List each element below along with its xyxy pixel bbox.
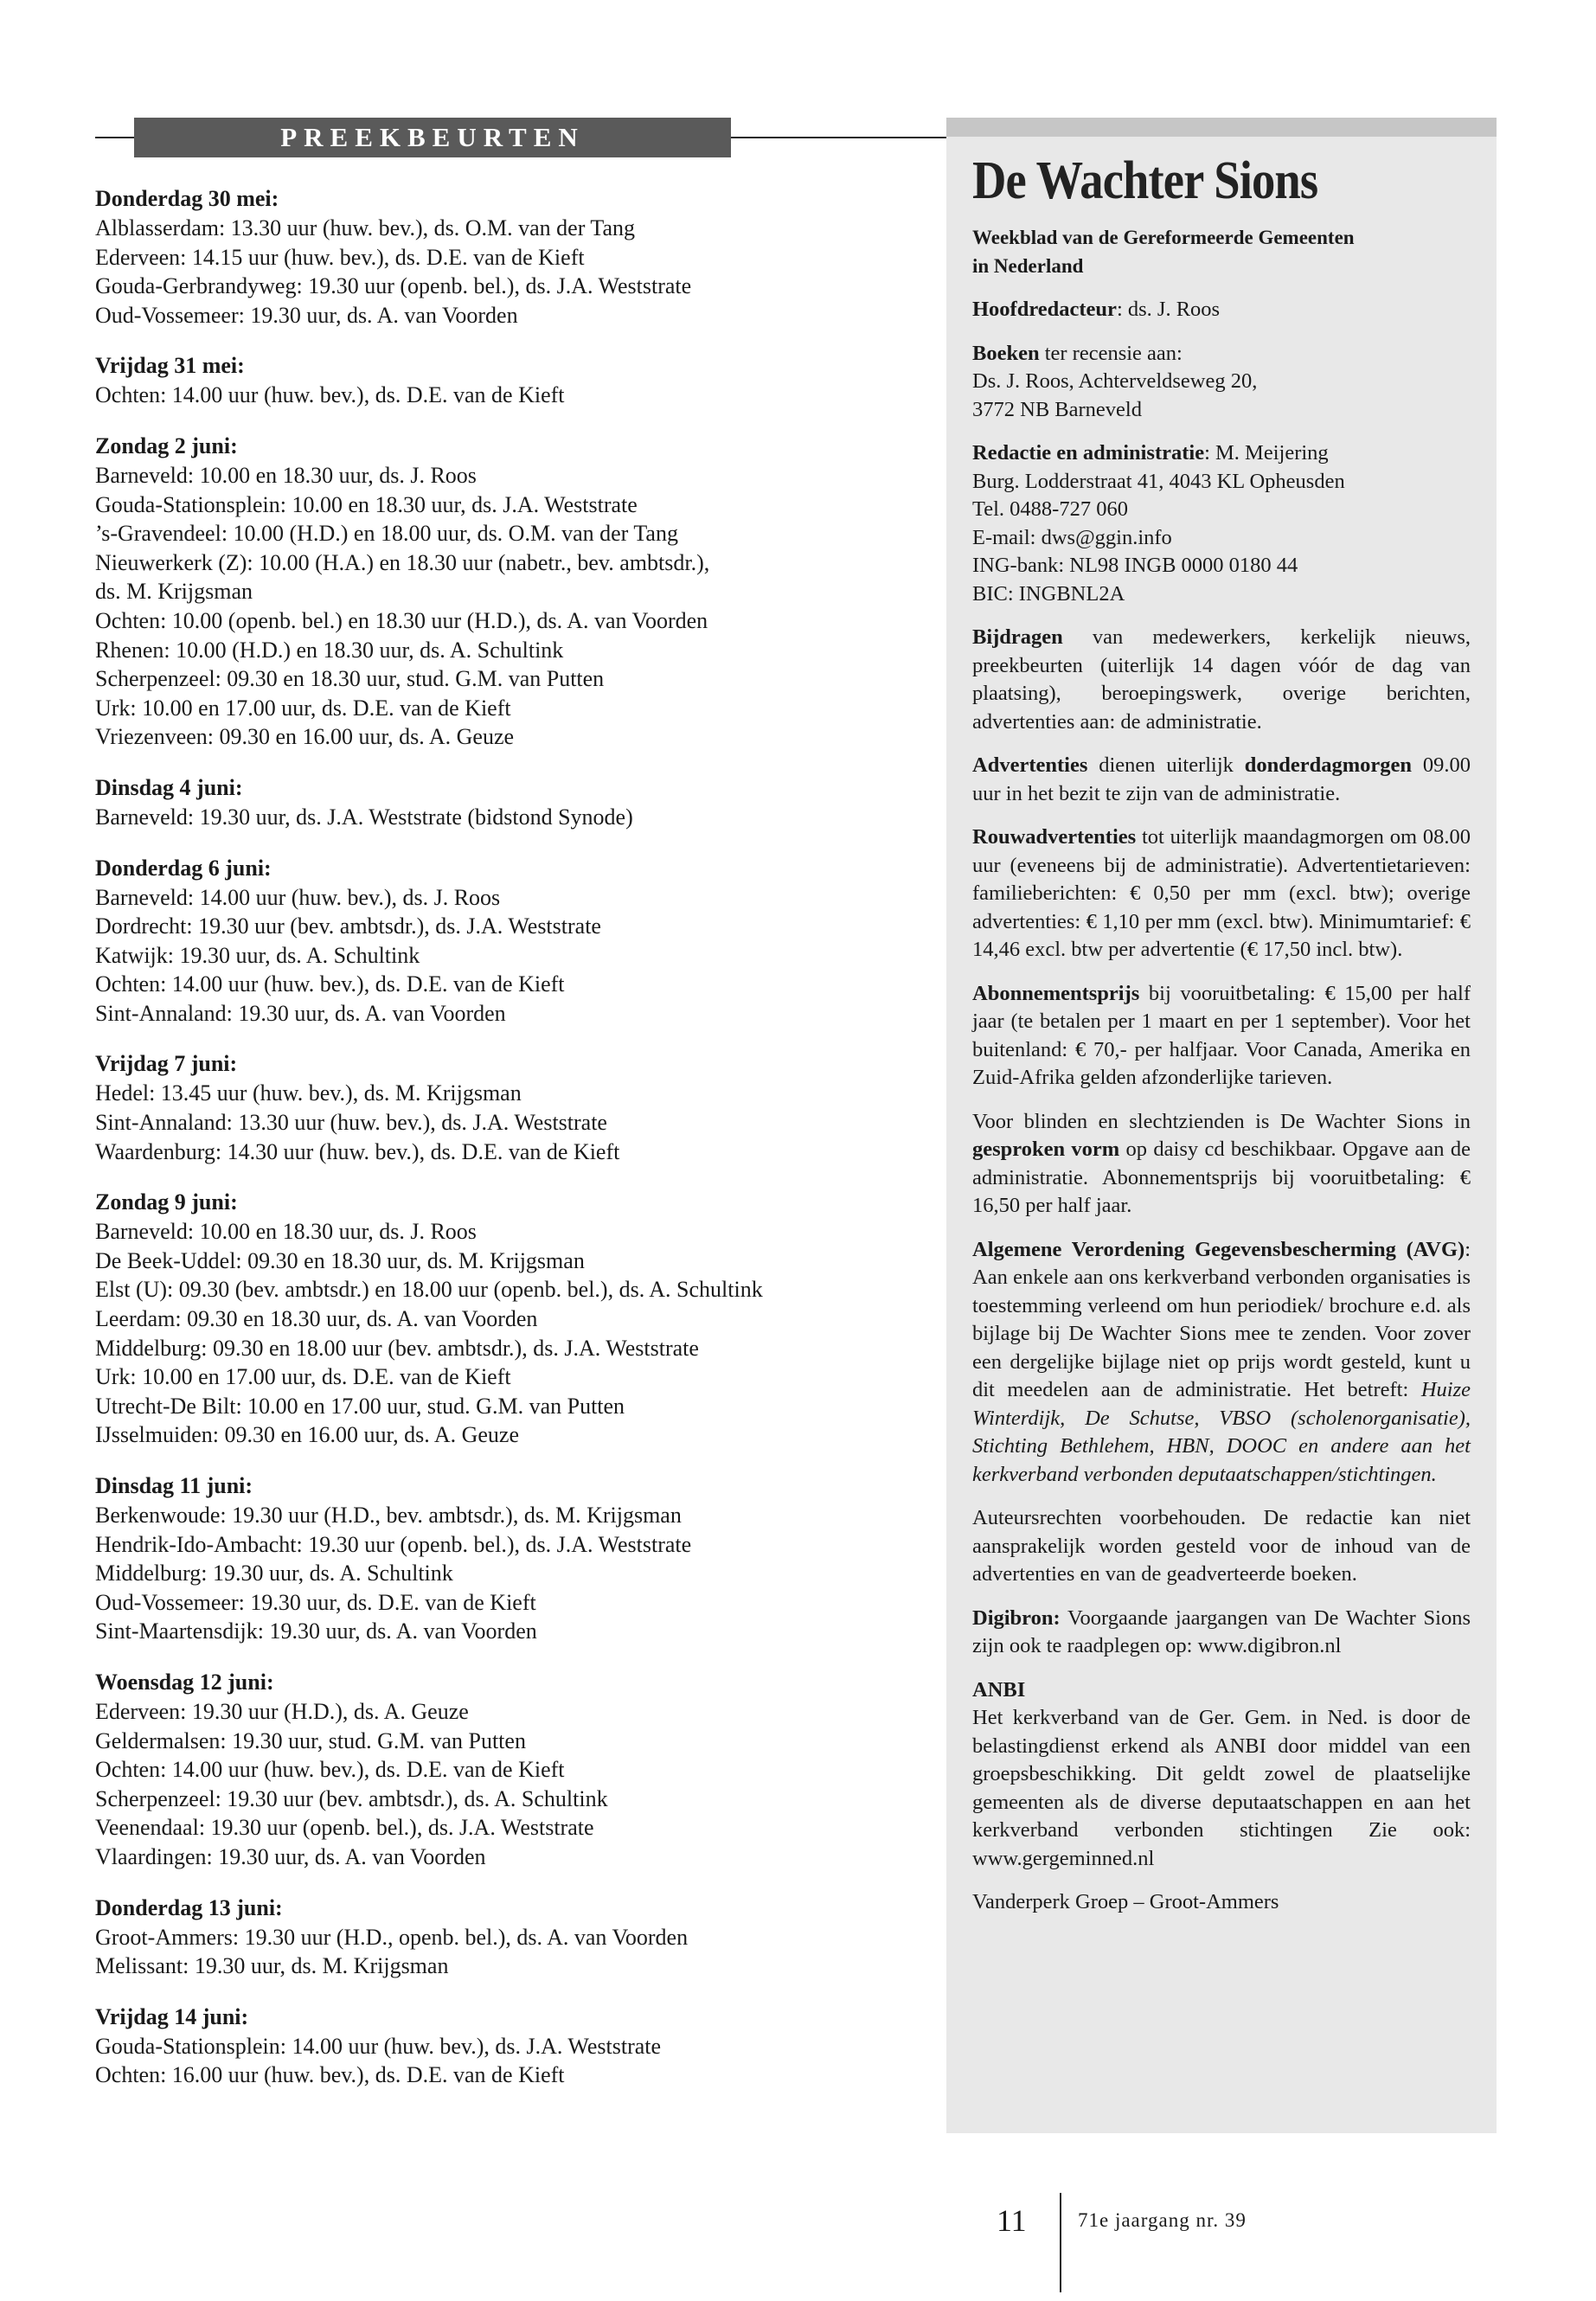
page-number: 11: [997, 2203, 1027, 2238]
contributions-info: [972, 624, 1471, 736]
admin-email: E-mail: dws@ggin.info: [972, 525, 1172, 549]
ads-text: dienen uiterlijk: [1087, 753, 1245, 777]
admin-info: [972, 439, 1471, 608]
avg-organisations: Huize Winterdijk, De Schutse, VBSO (scholenorganisatie), Stichting Bethlehem, HBN, DOOC en andere aan het kerkverband verbonden deputaatschappen/stichtingen.: [972, 1378, 1471, 1486]
mourning-label: Rouwadvertenties: [972, 825, 1137, 849]
ads-info: [972, 752, 1471, 808]
section-title: PREEKBEURTEN: [134, 118, 731, 157]
service-entry: Veenendaal: 19.30 uur (openb. bel.), ds. J.A. Weststrate: [95, 1815, 594, 1841]
service-entry: Leerdam: 09.30 en 18.30 uur, ds. A. van Voorden: [95, 1306, 538, 1332]
day-heading: Zondag 9 juni:: [95, 1189, 238, 1215]
service-entry: Geldermalsen: 19.30 uur, stud. G.M. van Putten: [95, 1727, 526, 1753]
books-address-line: Ds. J. Roos, Achterveldseweg 20,: [972, 369, 1258, 393]
subtitle-line: Weekblad van de Gereformeerde Gemeenten: [972, 227, 1355, 248]
service-day: [95, 2003, 900, 2090]
service-entry: Elst (U): 09.30 (bev. ambtsdr.) en 18.00 uur (openb. bel.), ds. A. Schultink: [95, 1277, 763, 1303]
service-day: [95, 351, 900, 410]
audio-text: op daisy cd beschikbaar. Opgave aan de administratie. Abonnementsprijs bij vooruitbetaling: € 16,50 per half jaar.: [972, 1138, 1471, 1217]
copyright-info: Auteursrechten voorbehouden. De redactie kan niet aansprakelijk worden gesteld voor de inhoud van de advertenties en van de geadverteerde boeken.: [972, 1506, 1471, 1586]
printer-info: Vanderperk Groep – Groot-Ammers: [972, 1890, 1279, 1913]
audio-text: Voor blinden en slechtzienden is De Wachter Sions in: [972, 1109, 1471, 1133]
day-heading: Vrijdag 7 juni:: [95, 1051, 238, 1077]
books-text: ter recensie aan:: [1039, 341, 1183, 365]
editor-value: : ds. J. Roos: [1116, 298, 1221, 321]
service-entry: Hendrik-Ido-Ambacht: 19.30 uur (openb. bel.), ds. J.A. Weststrate: [95, 1531, 692, 1557]
colophon-top-bar: [946, 118, 1497, 137]
day-heading: Vrijdag 14 juni:: [95, 2003, 249, 2029]
avg-info: [972, 1236, 1471, 1490]
audio-edition-info: [972, 1108, 1471, 1221]
books-info: [972, 340, 1471, 425]
service-day: [95, 1471, 900, 1646]
ads-label: Advertenties: [972, 753, 1088, 777]
service-entry: De Beek-Uddel: 09.30 en 18.30 uur, ds. M. Krijgsman: [95, 1247, 585, 1273]
footer-divider: [1060, 2193, 1061, 2292]
service-entry: Vlaardingen: 19.30 uur, ds. A. van Voorden: [95, 1843, 486, 1869]
service-entry: Ochten: 16.00 uur (huw. bev.), ds. D.E. van de Kieft: [95, 2062, 565, 2088]
avg-text: : Aan enkele aan ons kerkverband verbonden organisaties is toestemming verleend om hun periodiek/ brochure e.d. als bijlage bij De Wachter Sions mee te zenden. Voor zover een dergelijke bijlage niet op prijs wordt gesteld, kunt u dit meedelen aan de administratie. Het betreft:: [972, 1237, 1471, 1401]
service-entry: Ochten: 10.00 (openb. bel.) en 18.30 uur (H.D.), ds. A. van Voorden: [95, 607, 708, 633]
subscription-info: [972, 980, 1471, 1093]
admin-name: : M. Meijering: [1204, 441, 1329, 465]
service-entry: Ederveen: 19.30 uur (H.D.), ds. A. Geuze: [95, 1698, 469, 1724]
service-entry: Scherpenzeel: 09.30 en 18.30 uur, stud. G.M. van Putten: [95, 666, 605, 692]
editor-info: [972, 296, 1471, 324]
day-heading: Zondag 2 juni:: [95, 433, 238, 458]
service-entry: Hedel: 13.45 uur (huw. bev.), ds. M. Krijgsman: [95, 1080, 522, 1106]
service-entry: Barneveld: 14.00 uur (huw. bev.), ds. J. Roos: [95, 884, 501, 910]
service-entry: Middelburg: 19.30 uur, ds. A. Schultink: [95, 1561, 453, 1586]
admin-bank: ING-bank: NL98 INGB 0000 0180 44: [972, 554, 1298, 577]
anbi-info: [972, 1676, 1471, 1874]
admin-bic: BIC: INGBNL2A: [972, 581, 1125, 606]
service-entry: Urk: 10.00 en 17.00 uur, ds. D.E. van de Kieft: [95, 695, 511, 721]
editor-label: Hoofdredacteur: [972, 298, 1117, 321]
books-label: Boeken: [972, 341, 1040, 365]
mourning-text: tot uiterlijk maandagmorgen om 08.00 uur (eveneens bij de administratie). Advertentietarieven: familieberichten: € 0,50 per mm (excl. btw); overige advertenties: € 1,10 per mm (excl. btw). Minimumtarief: € 14,46 excl. btw per advertentie (€ 17,50 incl. btw).: [972, 825, 1471, 961]
anbi-text: Het kerkverband van de Ger. Gem. in Ned. is door de belastingdienst erkend als ANBI door middel van een groepsbeschikking. Dit geldt zowel de plaatselijke gemeenten als de diverse deputaatschappen en aan het kerkverband verbonden stichtingen Zie ook: www.gergeminned.nl: [972, 1706, 1471, 1870]
subscription-text: bij vooruitbetaling: € 15,00 per half jaar (te betalen per 1 maart en per 1 september). Voor het buitenland: € 70,- per halfjaar. Voor Canada, Amerika en Zuid-Afrika gelden afzonderlijke tarieven.: [972, 981, 1471, 1089]
service-day: [95, 184, 900, 330]
service-entry: Ochten: 14.00 uur (huw. bev.), ds. D.E. van de Kieft: [95, 1757, 565, 1783]
ads-deadline: donderdagmorgen: [1244, 753, 1413, 777]
service-entry: ds. M. Krijgsman: [95, 579, 253, 605]
service-entry: ’s-Gravendeel: 10.00 (H.D.) en 18.00 uur, ds. O.M. van der Tang: [95, 521, 678, 547]
service-day: [95, 854, 900, 1029]
service-entry: Barneveld: 19.30 uur, ds. J.A. Weststrate (bidstond Synode): [95, 804, 633, 830]
service-entry: Waardenburg: 14.30 uur (huw. bev.), ds. D.E. van de Kieft: [95, 1138, 620, 1164]
mourning-ads-info: [972, 824, 1471, 965]
service-entry: Scherpenzeel: 19.30 uur (bev. ambtsdr.), ds. A. Schultink: [95, 1785, 608, 1811]
section-header: [95, 115, 900, 158]
magazine-title: De Wachter Sions: [972, 151, 1318, 210]
service-entry: Gouda-Stationsplein: 14.00 uur (huw. bev.), ds. J.A. Weststrate: [95, 2033, 662, 2059]
admin-phone: Tel. 0488-727 060: [972, 497, 1128, 521]
service-entry: Ochten: 14.00 uur (huw. bev.), ds. D.E. van de Kieft: [95, 382, 565, 408]
service-entry: Katwijk: 19.30 uur, ds. A. Schultink: [95, 942, 420, 968]
magazine-subtitle: [972, 223, 1471, 280]
digibron-text: Voorgaande jaargangen van De Wachter Sions zijn ook te raadplegen op: www.digibron.nl: [972, 1606, 1471, 1657]
subtitle-line: in Nederland: [972, 255, 1084, 277]
contributions-label: Bijdragen: [972, 625, 1063, 649]
admin-address: Burg. Lodderstraat 41, 4043 KL Opheusden: [972, 469, 1345, 493]
service-entry: Ederveen: 14.15 uur (huw. bev.), ds. D.E. van de Kieft: [95, 244, 585, 270]
day-heading: Donderdag 30 mei:: [95, 186, 279, 211]
contributions-text: van medewerkers, kerkelijk nieuws, preekbeurten (uiterlijk 14 dagen vóór de dag van plaatsing), beroepingswerk, overige berichten, advertenties aan: de administratie.: [972, 625, 1471, 734]
subscription-label: Abonnementsprijs: [972, 981, 1140, 1005]
service-day: [95, 432, 900, 752]
service-day: [95, 773, 900, 832]
day-heading: Vrijdag 31 mei:: [95, 353, 245, 379]
service-day: [95, 1894, 900, 1981]
issue-info: 71e jaargang nr. 39: [1078, 2209, 1247, 2231]
day-heading: Donderdag 6 juni:: [95, 855, 272, 881]
preekbeurten-column: [95, 115, 900, 2112]
ads-text: 09.00 uur in het bezit te zijn van de administratie.: [972, 753, 1471, 805]
service-day: [95, 1188, 900, 1450]
service-entry: Sint-Maartensdijk: 19.30 uur, ds. A. van Voorden: [95, 1618, 537, 1644]
service-entry: Oud-Vossemeer: 19.30 uur, ds. A. van Voorden: [95, 302, 518, 328]
header-rule-left: [95, 137, 134, 138]
digibron-label: Digibron:: [972, 1606, 1061, 1630]
service-entry: Melissant: 19.30 uur, ds. M. Krijgsman: [95, 1953, 449, 1979]
admin-label: Redactie en administratie: [972, 441, 1205, 465]
service-entry: Rhenen: 10.00 (H.D.) en 18.30 uur, ds. A. Schultink: [95, 637, 564, 663]
service-entry: Urk: 10.00 en 17.00 uur, ds. D.E. van de Kieft: [95, 1364, 511, 1390]
service-entry: Nieuwerkerk (Z): 10.00 (H.A.) en 18.30 uur (nabetr., bev. ambtsdr.),: [95, 549, 710, 575]
colophon-box: [946, 118, 1497, 2133]
day-heading: Dinsdag 11 juni:: [95, 1473, 253, 1498]
service-entry: Groot-Ammers: 19.30 uur (H.D., openb. bel.), ds. A. van Voorden: [95, 1924, 689, 1950]
service-entry: Barneveld: 10.00 en 18.30 uur, ds. J. Roos: [95, 1219, 477, 1245]
service-day: [95, 1049, 900, 1166]
books-address-line: 3772 NB Barneveld: [972, 397, 1142, 421]
service-entry: Dordrecht: 19.30 uur (bev. ambtsdr.), ds. J.A. Weststrate: [95, 913, 601, 939]
day-heading: Donderdag 13 juni:: [95, 1894, 283, 1920]
services-list: [95, 184, 900, 2090]
day-heading: Woensdag 12 juni:: [95, 1669, 274, 1695]
service-entry: Oud-Vossemeer: 19.30 uur, ds. D.E. van de Kieft: [95, 1589, 536, 1615]
service-entry: Vriezenveen: 09.30 en 16.00 uur, ds. A. Geuze: [95, 724, 515, 750]
service-entry: IJsselmuiden: 09.30 en 16.00 uur, ds. A. Geuze: [95, 1422, 520, 1448]
day-heading: Dinsdag 4 juni:: [95, 774, 243, 800]
service-entry: Berkenwoude: 19.30 uur (H.D., bev. ambtsdr.), ds. M. Krijgsman: [95, 1503, 682, 1528]
service-entry: Middelburg: 09.30 en 18.00 uur (bev. ambtsdr.), ds. J.A. Weststrate: [95, 1335, 699, 1361]
service-entry: Sint-Annaland: 13.30 uur (huw. bev.), ds. J.A. Weststrate: [95, 1110, 607, 1136]
digibron-info: [972, 1605, 1471, 1661]
service-entry: Gouda-Gerbrandyweg: 19.30 uur (openb. bel.), ds. J.A. Weststrate: [95, 273, 692, 299]
anbi-label: ANBI: [972, 1677, 1026, 1702]
service-entry: Sint-Annaland: 19.30 uur, ds. A. van Voorden: [95, 1000, 506, 1026]
service-entry: Alblasserdam: 13.30 uur (huw. bev.), ds. O.M. van der Tang: [95, 215, 635, 240]
service-entry: Ochten: 14.00 uur (huw. bev.), ds. D.E. van de Kieft: [95, 971, 565, 997]
service-entry: Gouda-Stationsplein: 10.00 en 18.30 uur, ds. J.A. Weststrate: [95, 491, 638, 517]
audio-format: gesproken vorm: [972, 1138, 1120, 1161]
service-day: [95, 1668, 900, 1872]
avg-label: Algemene Verordening Gegevensbescherming (AVG): [972, 1237, 1465, 1261]
service-entry: Utrecht-De Bilt: 10.00 en 17.00 uur, stud. G.M. van Putten: [95, 1393, 625, 1419]
service-entry: Barneveld: 10.00 en 18.30 uur, ds. J. Roos: [95, 462, 477, 488]
